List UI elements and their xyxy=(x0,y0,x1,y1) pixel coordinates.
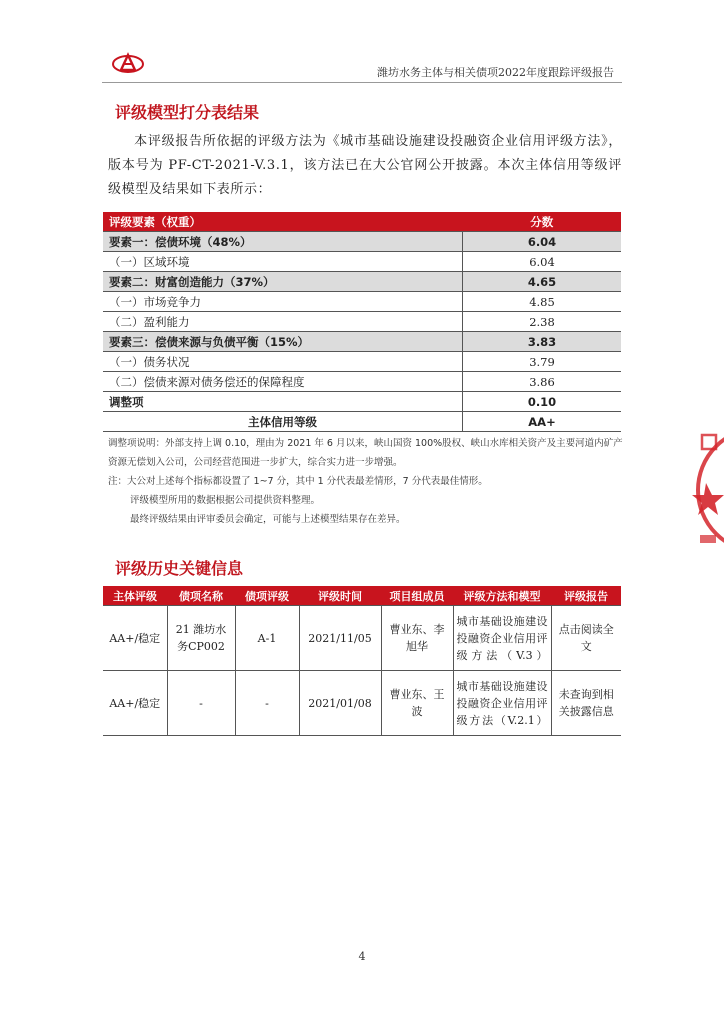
history-header-date: 评级时间 xyxy=(299,586,381,606)
factor-score: 6.04 xyxy=(463,232,622,252)
history-row xyxy=(103,671,621,736)
factor-label: （一）债务状况 xyxy=(103,352,463,372)
issuer-rating: AA+/稳定 xyxy=(103,606,167,671)
history-header-report: 评级报告 xyxy=(551,586,621,606)
history-header-bond-name: 债项名称 xyxy=(167,586,235,606)
score-table xyxy=(103,212,621,432)
score-row xyxy=(103,372,621,392)
note-adjustment: 调整项说明：外部支持上调 0.10，理由为 2021 年 6 月以来，峡山国资 100%股权、峡山水库相关资产及主要河道内矿产资源无偿划入公司，公司经营范围进一步扩大，综合实力进一步增强。 xyxy=(108,438,623,468)
intro-paragraph xyxy=(108,130,622,202)
page-number: 4 xyxy=(358,950,366,963)
factor-score: AA+ xyxy=(463,412,622,432)
factor-score: 4.85 xyxy=(463,292,622,312)
red-seal-icon xyxy=(690,415,724,565)
header-title: 潍坊水务主体与相关债项2022年度跟踪评级报告 xyxy=(377,66,614,79)
score-row xyxy=(103,412,621,432)
factor-label: 调整项 xyxy=(103,392,463,412)
rating-date: 2021/11/05 xyxy=(299,606,381,671)
note-scale: 注：大公对上述每个指标都设置了 1~7 分，其中 1 分代表最差情形，7 分代表最佳情形。 xyxy=(108,476,488,487)
rating-method: 城市基础设施建设投融资企业信用评级方法（V.2.1） xyxy=(453,671,551,736)
history-table xyxy=(103,586,621,736)
score-row xyxy=(103,252,621,272)
rating-method: 城市基础设施建设投融资企业信用评级方法（V.3） xyxy=(453,606,551,671)
factor-score: 3.86 xyxy=(463,372,622,392)
score-row xyxy=(103,392,621,412)
factor-score: 3.83 xyxy=(463,332,622,352)
notes xyxy=(108,434,624,529)
history-header-issuer-rating: 主体评级 xyxy=(103,586,167,606)
factor-score: 3.79 xyxy=(463,352,622,372)
factor-score: 0.10 xyxy=(463,392,622,412)
factor-label: （二）偿债来源对债务偿还的保障程度 xyxy=(103,372,463,392)
bond-rating: - xyxy=(235,671,299,736)
bond-name: 21 潍坊水务CP002 xyxy=(167,606,235,671)
team-members: 曹业东、王波 xyxy=(381,671,453,736)
intro-text: 本评级报告所依据的评级方法为《城市基础设施建设投融资企业信用评级方法》，版本号为 PF-CT-2021-V.3.1，该方法已在大公官网公开披露。本次主体信用等级评级模型及结果如下表所示： xyxy=(108,134,622,197)
factor-score: 2.38 xyxy=(463,312,622,332)
history-header-method: 评级方法和模型 xyxy=(453,586,551,606)
dagong-logo-icon xyxy=(110,50,146,76)
note-final-result: 最终评级结果由评审委员会确定，可能与上述模型结果存在差异。 xyxy=(130,514,406,525)
history-row xyxy=(103,606,621,671)
history-header-bond-rating: 债项评级 xyxy=(235,586,299,606)
factor-label: 要素三：偿债来源与负债平衡（15%） xyxy=(103,332,463,352)
score-row xyxy=(103,272,621,292)
team-members: 曹业东、李旭华 xyxy=(381,606,453,671)
score-row xyxy=(103,312,621,332)
score-row xyxy=(103,332,621,352)
history-header-members: 项目组成员 xyxy=(381,586,453,606)
section-title-rating-model: 评级模型打分表结果 xyxy=(115,103,260,122)
note-data-source: 评级模型所用的数据根据公司提供资料整理。 xyxy=(130,495,321,506)
factor-label: （一）市场竞争力 xyxy=(103,292,463,312)
factor-label: （一）区域环境 xyxy=(103,252,463,272)
report-link[interactable]: 点击阅读全文 xyxy=(551,606,621,671)
factor-score: 6.04 xyxy=(463,252,622,272)
bond-name: - xyxy=(167,671,235,736)
score-row xyxy=(103,232,621,252)
factor-label: 主体信用等级 xyxy=(103,412,463,432)
score-row xyxy=(103,352,621,372)
header-divider xyxy=(102,82,622,83)
issuer-rating: AA+/稳定 xyxy=(103,671,167,736)
report-status: 未查询到相关披露信息 xyxy=(551,671,621,736)
section-title-rating-history: 评级历史关键信息 xyxy=(115,559,244,578)
factor-label: 要素一：偿债环境（48%） xyxy=(103,232,463,252)
score-table-header-factor: 评级要素（权重） xyxy=(103,212,463,232)
factor-label: （二）盈利能力 xyxy=(103,312,463,332)
score-row xyxy=(103,292,621,312)
factor-score: 4.65 xyxy=(463,272,622,292)
score-table-header-score: 分数 xyxy=(463,212,622,232)
rating-date: 2021/01/08 xyxy=(299,671,381,736)
factor-label: 要素二：财富创造能力（37%） xyxy=(103,272,463,292)
bond-rating: A-1 xyxy=(235,606,299,671)
